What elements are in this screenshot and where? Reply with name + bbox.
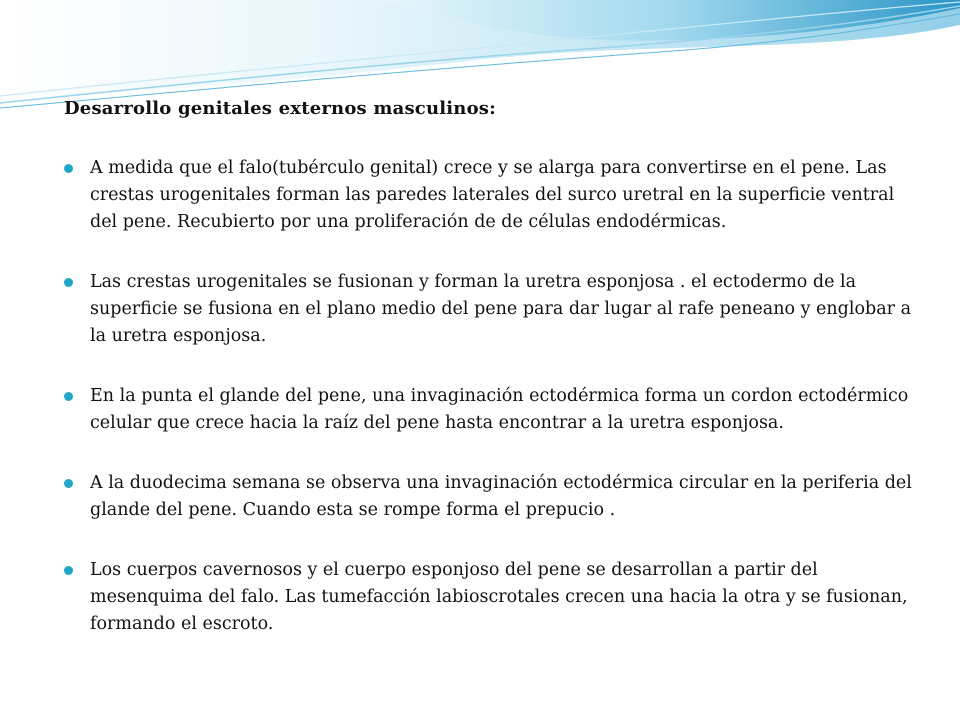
bullet-list <box>62 155 912 671</box>
bullet-text: En la punta el glande del pene, una invaginación ectodérmica forma un cordon ectodérmico celular que crece hacia la raíz del pene hasta encontrar a la uretra esponjosa. <box>90 386 909 433</box>
bullet-text: Las crestas urogenitales se fusionan y forman la uretra esponjosa . el ectodermo de la superficie se fusiona en el plano medio del pene para dar lugar al rafe peneano y englobar a la uretra esponjosa. <box>90 272 911 346</box>
slide-title: Desarrollo genitales externos masculinos: <box>64 98 496 119</box>
bullet-dot-icon <box>64 392 73 401</box>
bullet-dot-icon <box>64 566 73 575</box>
bullet-dot-icon <box>64 164 73 173</box>
bullet-item <box>62 557 912 638</box>
bullet-item <box>62 470 912 524</box>
bullet-item <box>62 155 912 236</box>
bullet-dot-icon <box>64 479 73 488</box>
bullet-text: A la duodecima semana se observa una invaginación ectodérmica circular en la periferia del glande del pene. Cuando esta se rompe forma el prepucio . <box>90 473 912 520</box>
bullet-text: Los cuerpos cavernosos y el cuerpo esponjoso del pene se desarrollan a partir del mesenquima del falo. Las tumefacción labioscrotales crecen una hacia la otra y se fusionan, formando el escroto. <box>90 560 908 634</box>
bullet-text: A medida que el falo(tubérculo genital) crece y se alarga para convertirse en el pene. Las crestas urogenitales forman las paredes laterales del surco uretral en la superficie ventral del pene. Recubierto por una proliferación de de células endodérmicas. <box>90 158 895 232</box>
bullet-item <box>62 269 912 350</box>
bullet-dot-icon <box>64 278 73 287</box>
bullet-item <box>62 383 912 437</box>
